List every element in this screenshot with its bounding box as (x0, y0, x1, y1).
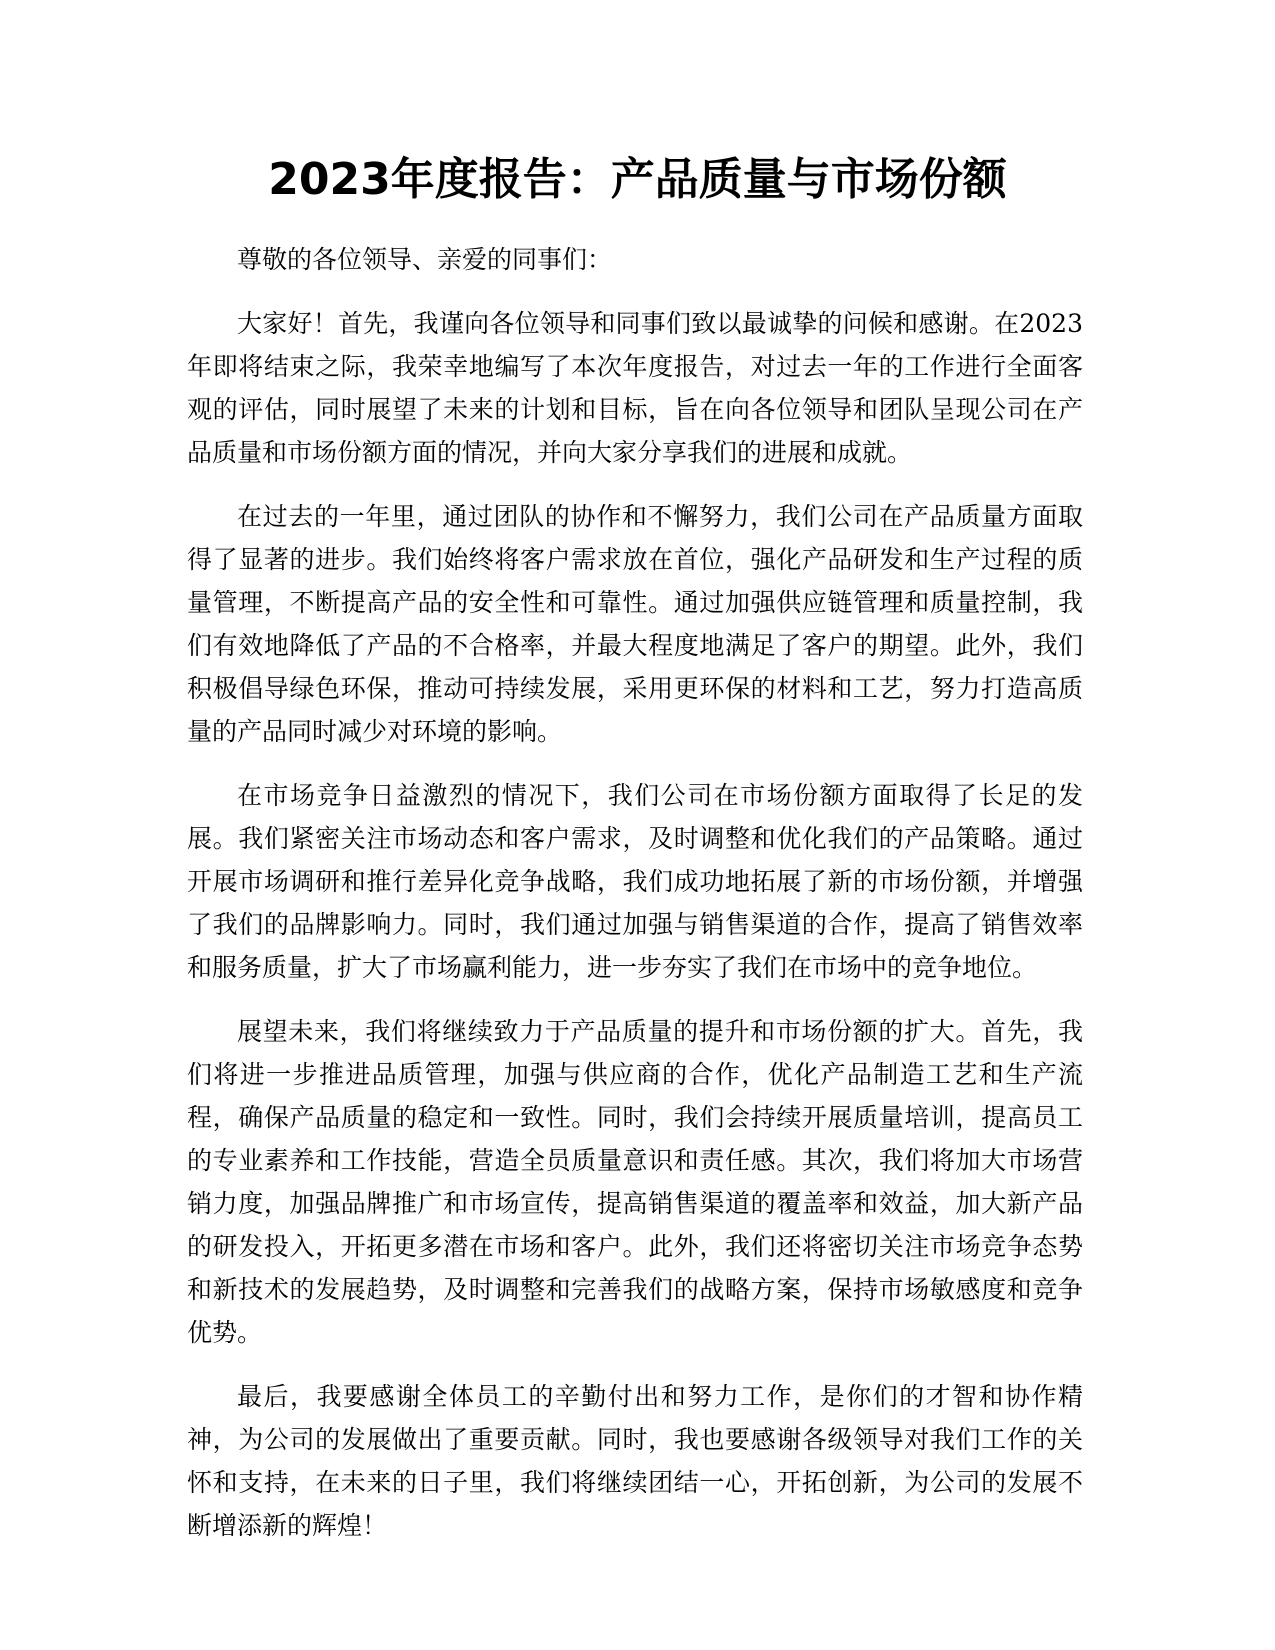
paragraph-outlook: 展望未来，我们将继续致力于产品质量的提升和市场份额的扩大。首先，我们将进一步推进品质管理，加强与供应商的合作，优化产品制造工艺和生产流程，确保产品质量的稳定和一致性。同时，我们会持续开展质量培训，提高员工的专业素养和工作技能，营造全员质量意识和责任感。其次，我们将加大市场营销力度，加强品牌推广和市场宣传，提高销售渠道的覆盖率和效益，加大新产品的研发投入，开拓更多潜在市场和客户。此外，我们还将密切关注市场竞争态势和新技术的发展趋势，及时调整和完善我们的战略方案，保持市场敏感度和竞争优势。 (187, 1017, 1083, 1347)
document-body (187, 238, 1083, 1568)
paragraph-market-share: 在市场竞争日益激烈的情况下，我们公司在市场份额方面取得了长足的发展。我们紧密关注市场动态和客户需求，及时调整和优化我们的产品策略。通过开展市场调研和推行差异化竞争战略，我们成功地拓展了新的市场份额，并增强了我们的品牌影响力。同时，我们通过加强与销售渠道的合作，提高了销售效率和服务质量，扩大了市场赢利能力，进一步夯实了我们在市场中的竞争地位。 (187, 781, 1083, 982)
paragraph-greeting: 大家好！首先，我谨向各位领导和同事们致以最诚挚的问候和感谢。在2023年即将结束之际，我荣幸地编写了本次年度报告，对过去一年的工作进行全面客观的评估，同时展望了未来的计划和目标，旨在向各位领导和团队呈现公司在产品质量和市场份额方面的情况，并向大家分享我们的进展和成就。 (187, 309, 1083, 467)
paragraph-product-quality: 在过去的一年里，通过团队的协作和不懈努力，我们公司在产品质量方面取得了显著的进步。我们始终将客户需求放在首位，强化产品研发和生产过程的质量管理，不断提高产品的安全性和可靠性。通过加强供应链管理和质量控制，我们有效地降低了产品的不合格率，并最大程度地满足了客户的期望。此外，我们积极倡导绿色环保，推动可持续发展，采用更环保的材料和工艺，努力打造高质量的产品同时减少对环境的影响。 (187, 502, 1083, 746)
salutation: 尊敬的各位领导、亲爱的同事们： (237, 245, 613, 274)
paragraph-closing: 最后，我要感谢全体员工的辛勤付出和努力工作，是你们的才智和协作精神，为公司的发展做出了重要贡献。同时，我也要感谢各级领导对我们工作的关怀和支持，在未来的日子里，我们将继续团结一心，开拓创新，为公司的发展不断增添新的辉煌！ (187, 1382, 1083, 1540)
document-title: 2023年度报告：产品质量与市场份额 (268, 154, 1007, 205)
